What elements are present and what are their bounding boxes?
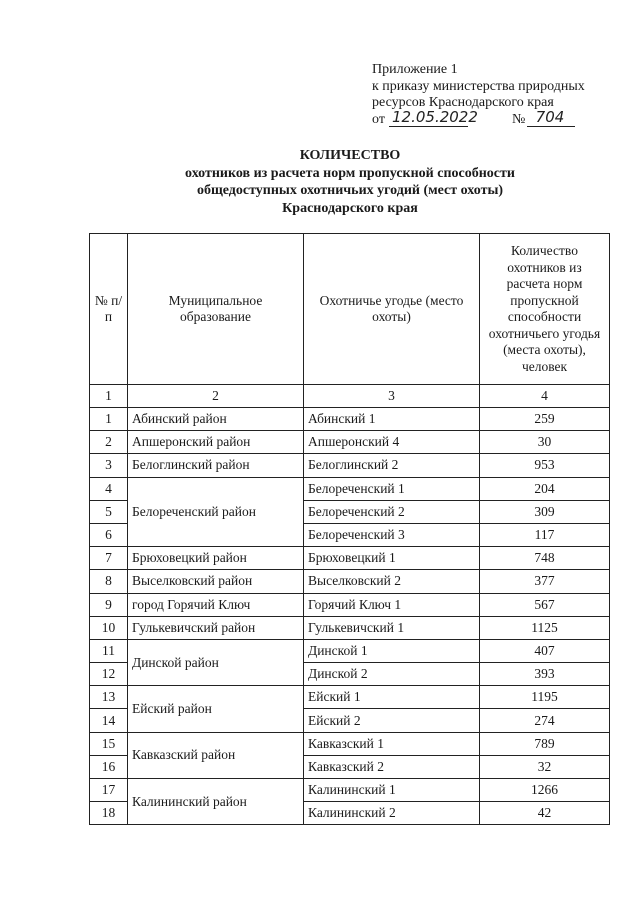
date-prefix: от xyxy=(372,111,385,127)
municipality-cell: Гулькевичский район xyxy=(128,616,304,639)
header-hunting-ground: Охотничье угодье (место охоты) xyxy=(304,234,480,385)
row-number: 10 xyxy=(90,616,128,639)
municipality-cell: Белоглинский район xyxy=(128,454,304,477)
table-row xyxy=(90,408,610,431)
hunter-count-cell: 1125 xyxy=(480,616,610,639)
hunting-ground-cell: Калининский 2 xyxy=(304,802,480,825)
table-row xyxy=(90,454,610,477)
title-line-4: Краснодарского края xyxy=(282,200,418,216)
row-number: 1 xyxy=(90,408,128,431)
column-number: 2 xyxy=(128,385,304,408)
hunting-ground-cell: Горячий Ключ 1 xyxy=(304,593,480,616)
hunting-ground-cell: Калининский 1 xyxy=(304,779,480,802)
table-row xyxy=(90,593,610,616)
header-municipality: Муниципальное образование xyxy=(128,234,304,385)
row-number: 17 xyxy=(90,779,128,802)
appendix-ministry-line: ресурсов Краснодарского края xyxy=(372,95,554,110)
table-row xyxy=(90,686,610,709)
row-number: 13 xyxy=(90,686,128,709)
hunter-count-cell: 259 xyxy=(480,408,610,431)
row-number: 9 xyxy=(90,593,128,616)
municipality-cell: Кавказский район xyxy=(128,732,304,778)
appendix-date-row xyxy=(372,107,632,130)
municipality-cell: Выселковский район xyxy=(128,570,304,593)
row-number: 16 xyxy=(90,755,128,778)
municipality-cell: Апшеронский район xyxy=(128,431,304,454)
table-row xyxy=(90,616,610,639)
row-number: 8 xyxy=(90,570,128,593)
hunter-count-cell: 309 xyxy=(480,500,610,523)
row-number: 7 xyxy=(90,547,128,570)
title-line-3: общедоступных охотничьих угодий (мест охоты) xyxy=(196,183,504,198)
municipality-cell: город Горячий Ключ xyxy=(128,593,304,616)
hunter-count-cell: 1195 xyxy=(480,686,610,709)
header-number: № п/п xyxy=(90,234,128,385)
municipality-cell: Абинский район xyxy=(128,408,304,431)
hunting-ground-cell: Динской 1 xyxy=(304,639,480,662)
row-number: 3 xyxy=(90,454,128,477)
appendix-block xyxy=(372,62,632,130)
table-row xyxy=(90,639,610,662)
row-number: 5 xyxy=(90,500,128,523)
hunting-ground-cell: Белореченский 3 xyxy=(304,523,480,546)
table-header-row xyxy=(90,234,610,385)
hunter-count-cell: 42 xyxy=(480,802,610,825)
appendix-title: Приложение 1 xyxy=(372,62,458,77)
municipality-cell: Брюховецкий район xyxy=(128,547,304,570)
municipality-cell: Калининский район xyxy=(128,779,304,825)
row-number: 11 xyxy=(90,639,128,662)
hunting-ground-cell: Ейский 2 xyxy=(304,709,480,732)
title-line-2: охотников из расчета норм пропускной способности xyxy=(185,165,515,181)
hunter-count-cell: 393 xyxy=(480,663,610,686)
hunter-count-cell: 117 xyxy=(480,523,610,546)
hunters-table xyxy=(89,233,610,825)
hunter-count-cell: 274 xyxy=(480,709,610,732)
column-number: 1 xyxy=(90,385,128,408)
table-row xyxy=(90,547,610,570)
row-number: 4 xyxy=(90,477,128,500)
row-number: 15 xyxy=(90,732,128,755)
table-row xyxy=(90,732,610,755)
hunting-ground-cell: Белоглинский 2 xyxy=(304,454,480,477)
hunting-ground-cell: Белореченский 1 xyxy=(304,477,480,500)
hunter-count-cell: 30 xyxy=(480,431,610,454)
date-underline xyxy=(389,126,468,127)
table-row xyxy=(90,431,610,454)
hunter-count-cell: 377 xyxy=(480,570,610,593)
table-row xyxy=(90,570,610,593)
table-row xyxy=(90,477,610,500)
hunting-ground-cell: Абинский 1 xyxy=(304,408,480,431)
handwritten-number: 704 xyxy=(535,107,565,126)
hunter-count-cell: 789 xyxy=(480,732,610,755)
appendix-order-line: к приказу министерства природных xyxy=(372,78,585,94)
row-number: 6 xyxy=(90,523,128,546)
hunter-count-cell: 407 xyxy=(480,639,610,662)
hunting-ground-cell: Белореченский 2 xyxy=(304,500,480,523)
hunting-ground-cell: Гулькевичский 1 xyxy=(304,616,480,639)
hunter-count-cell: 204 xyxy=(480,477,610,500)
title-line-1: КОЛИЧЕСТВО xyxy=(299,148,401,163)
hunter-count-cell: 1266 xyxy=(480,779,610,802)
hunter-count-cell: 953 xyxy=(480,454,610,477)
hunting-ground-cell: Кавказский 1 xyxy=(304,732,480,755)
row-number: 2 xyxy=(90,431,128,454)
document-title xyxy=(90,147,610,217)
hunting-ground-cell: Динской 2 xyxy=(304,663,480,686)
municipality-cell: Белореченский район xyxy=(128,477,304,547)
hunter-count-cell: 32 xyxy=(480,755,610,778)
header-hunter-count: Количество охотников из расчета норм пропускной способности охотничьего угодья (места охоты), человек xyxy=(480,234,610,385)
hunting-ground-cell: Выселковский 2 xyxy=(304,570,480,593)
column-number-row xyxy=(90,385,610,408)
hunting-ground-cell: Ейский 1 xyxy=(304,686,480,709)
hunting-ground-cell: Брюховецкий 1 xyxy=(304,547,480,570)
hunter-count-cell: 567 xyxy=(480,593,610,616)
column-number: 3 xyxy=(304,385,480,408)
row-number: 18 xyxy=(90,802,128,825)
number-underline xyxy=(527,126,575,127)
number-sign: № xyxy=(512,111,526,127)
municipality-cell: Ейский район xyxy=(128,686,304,732)
handwritten-date: 12.05.2022 xyxy=(392,107,478,126)
row-number: 12 xyxy=(90,663,128,686)
column-number: 4 xyxy=(480,385,610,408)
hunter-count-cell: 748 xyxy=(480,547,610,570)
hunting-ground-cell: Кавказский 2 xyxy=(304,755,480,778)
row-number: 14 xyxy=(90,709,128,732)
table-row xyxy=(90,779,610,802)
hunting-ground-cell: Апшеронский 4 xyxy=(304,431,480,454)
municipality-cell: Динской район xyxy=(128,639,304,685)
